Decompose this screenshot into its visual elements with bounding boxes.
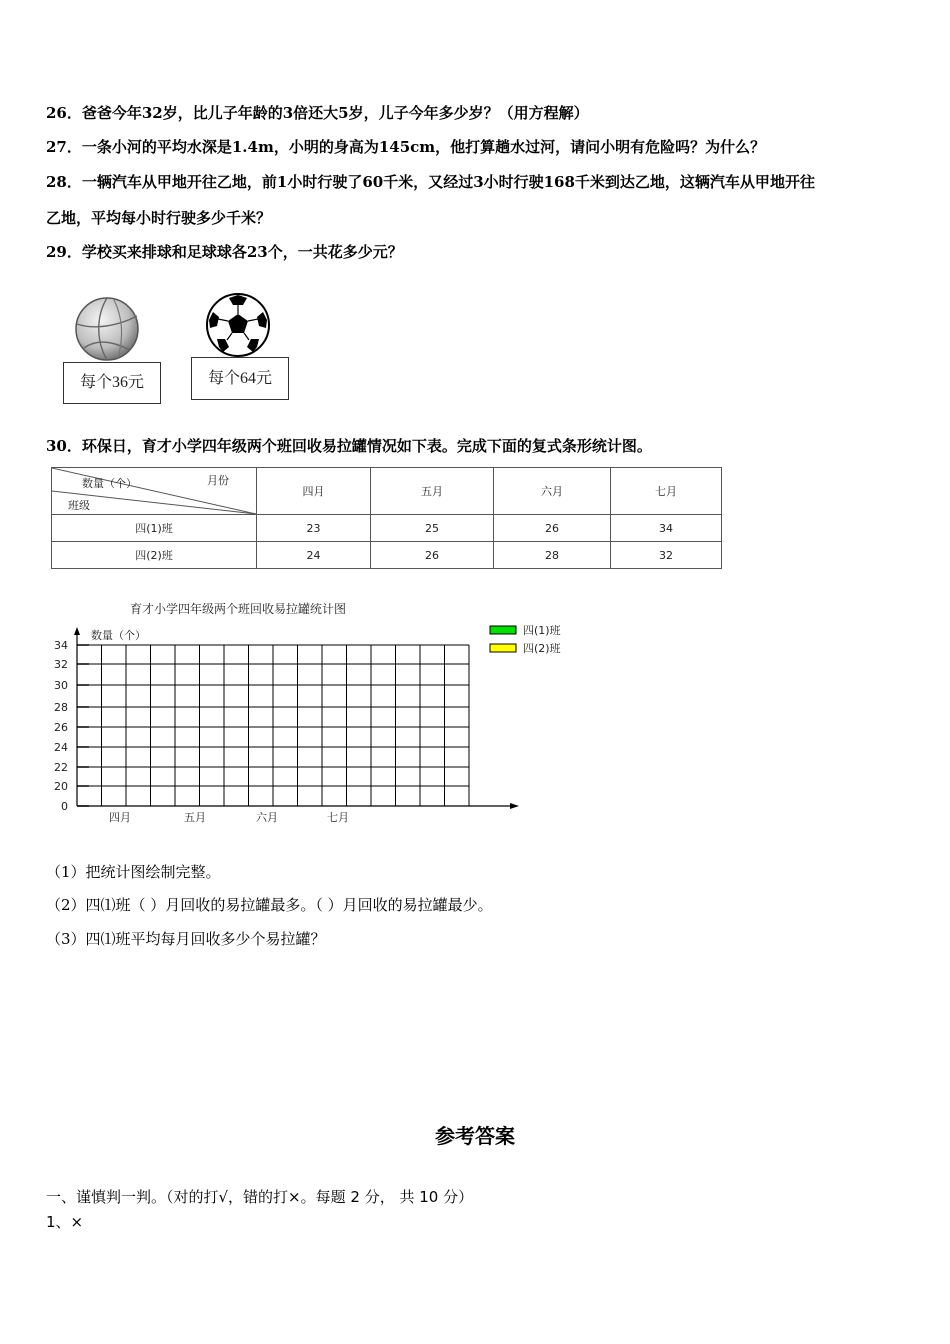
table-cell: 34 xyxy=(611,515,722,542)
table-cell: 26 xyxy=(494,515,611,542)
volleyball-icon xyxy=(74,296,140,362)
month-header: 四月 xyxy=(257,468,371,515)
legend-swatch xyxy=(490,626,516,634)
y-tick-label: 26 xyxy=(54,721,68,734)
question-27: 27．一条小河的平均水深是1.4m，小明的身高为145cm，他打算趟水过河，请问小明有危险吗？为什么？ xyxy=(46,138,766,156)
x-tick-label: 四月 xyxy=(109,811,131,824)
football-icon xyxy=(205,292,271,358)
x-axis-arrow xyxy=(510,803,519,809)
corner-quantity-label: 数量（个） xyxy=(82,477,137,490)
y-tick-label: 24 xyxy=(54,741,68,754)
question-28-line2: 乙地，平均每小时行驶多少千米？ xyxy=(46,209,272,227)
table-row xyxy=(52,542,722,569)
corner-month-label: 月份 xyxy=(207,474,229,487)
table-row xyxy=(52,515,722,542)
bar-chart xyxy=(40,595,600,830)
data-table xyxy=(51,467,722,569)
x-tick-label: 六月 xyxy=(256,811,278,824)
chart-legend xyxy=(490,623,561,655)
table-cell: 26 xyxy=(371,542,494,569)
question-28-line1: 28．一辆汽车从甲地开往乙地，前1小时行驶了60千米，又经过3小时行驶168千米到达乙地，这辆汽车从甲地开往 xyxy=(46,173,815,191)
subquestion-1: （1）把统计图绘制完整。 xyxy=(46,863,221,881)
y-tick-label: 34 xyxy=(54,639,68,652)
y-tick-label: 22 xyxy=(54,761,68,774)
x-tick-labels xyxy=(109,810,349,824)
answers-title: 参考答案 xyxy=(435,1124,515,1148)
legend-label: 四(1)班 xyxy=(523,624,561,637)
subquestion-3: （3）四⑴班平均每月回收多少个易拉罐？ xyxy=(46,930,326,948)
question-29: 29．学校买来排球和足球球各23个，一共花多少元？ xyxy=(46,243,403,261)
y-axis-label: 数量（个） xyxy=(91,629,146,642)
chart-title: 育才小学四年级两个班回收易拉罐统计图 xyxy=(130,602,347,616)
y-tick-label: 32 xyxy=(54,658,68,671)
x-tick-label: 七月 xyxy=(327,811,349,824)
class-label: 四(2)班 xyxy=(52,542,257,569)
answers-section-1: 一、谨慎判一判。（对的打√，错的打×。每题 2 分， 共 10 分） xyxy=(46,1188,474,1206)
legend-swatch xyxy=(490,644,516,652)
class-label: 四(1)班 xyxy=(52,515,257,542)
y-tick-label: 20 xyxy=(54,780,68,793)
table-cell: 25 xyxy=(371,515,494,542)
answer-1: 1、× xyxy=(46,1213,84,1231)
y-axis-arrow xyxy=(74,627,80,635)
volleyball-price: 每个36元 xyxy=(63,362,161,404)
month-header: 七月 xyxy=(611,468,722,515)
y-tick-label: 30 xyxy=(54,679,68,692)
table-cell: 28 xyxy=(494,542,611,569)
y-tick-labels xyxy=(54,639,68,813)
table-cell: 32 xyxy=(611,542,722,569)
chart-grid xyxy=(77,645,469,806)
x-tick-label: 五月 xyxy=(184,811,206,824)
question-30: 30．环保日，育才小学四年级两个班回收易拉罐情况如下表。完成下面的复式条形统计图。 xyxy=(46,437,652,455)
month-header: 六月 xyxy=(494,468,611,515)
y-tick-label: 28 xyxy=(54,701,68,714)
football-price: 每个64元 xyxy=(191,357,289,400)
table-cell: 24 xyxy=(257,542,371,569)
corner-class-label: 班级 xyxy=(68,499,90,512)
question-26: 26．爸爸今年32岁，比儿子年龄的3倍还大5岁，儿子今年多少岁？（用方程解） xyxy=(46,104,589,122)
legend-label: 四(2)班 xyxy=(523,642,561,655)
y-tick-label: 0 xyxy=(61,800,68,813)
table-corner-cell xyxy=(52,468,257,515)
table-header-row xyxy=(52,468,722,515)
subquestion-2: （2）四⑴班（ ）月回收的易拉罐最多。（ ）月回收的易拉罐最少。 xyxy=(46,896,493,914)
month-header: 五月 xyxy=(371,468,494,515)
table-cell: 23 xyxy=(257,515,371,542)
